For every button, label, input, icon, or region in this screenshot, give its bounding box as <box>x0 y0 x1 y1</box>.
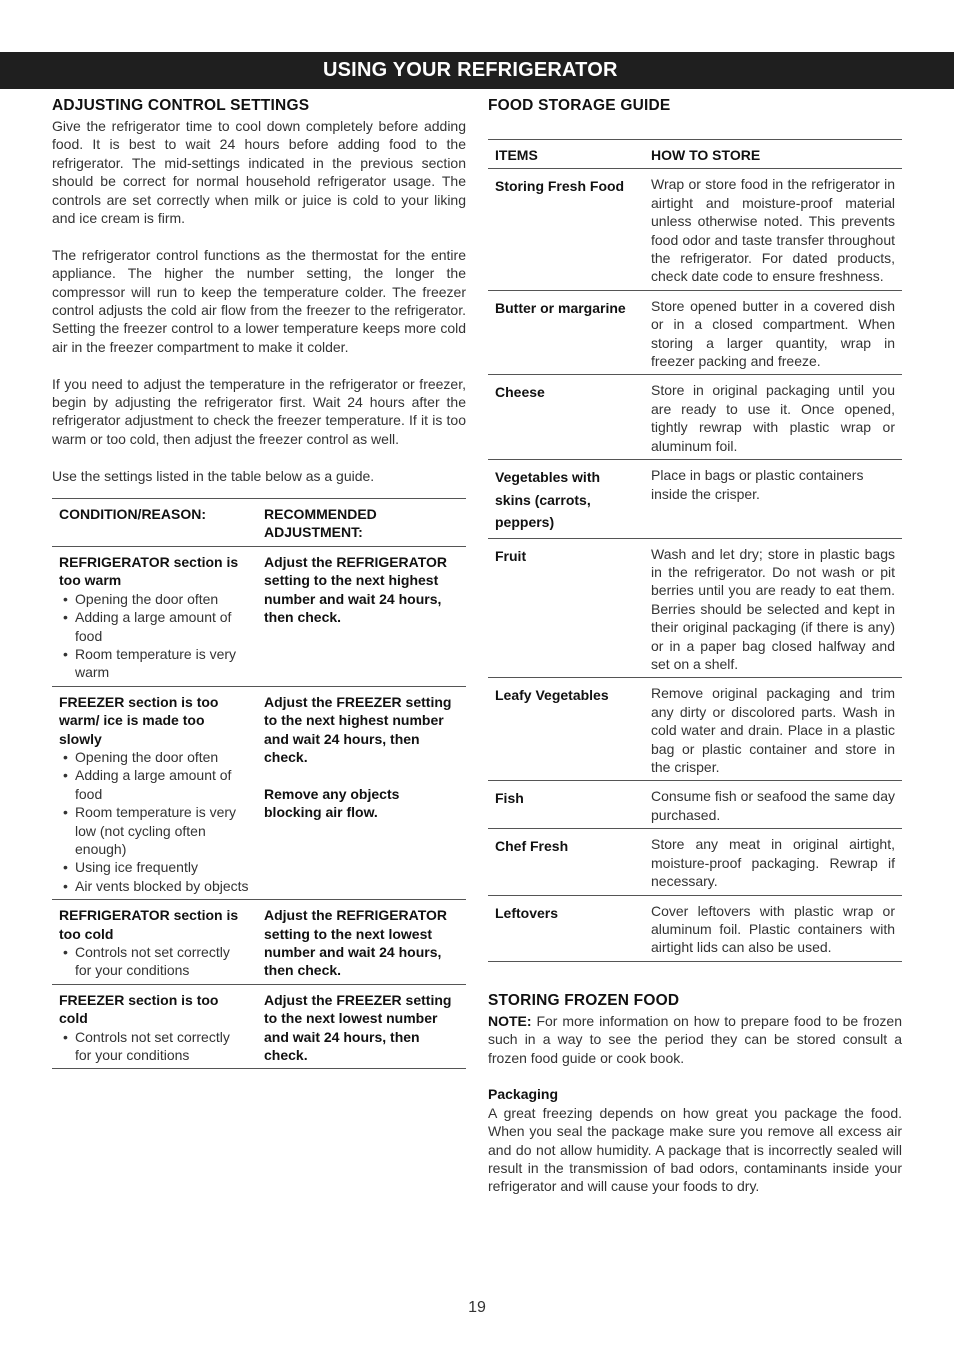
table-row <box>488 895 902 961</box>
condition-cell <box>52 546 257 686</box>
table-row <box>52 686 466 899</box>
how-cell: Place in bags or plastic containers inside the crisper. <box>644 460 902 539</box>
list-item: • Controls not set correctly for your conditions <box>59 1028 250 1065</box>
condition-title: REFRIGERATOR section is too warm <box>59 553 239 589</box>
item-cell: Butter or margarine <box>488 290 644 375</box>
reason-list <box>59 1028 250 1065</box>
list-item: • Room temperature is very warm <box>59 645 250 682</box>
table-row <box>488 538 902 678</box>
item-cell: Leafy Vegetables <box>488 678 644 781</box>
adjusting-paragraph-1: Give the refrigerator time to cool down completely before adding food. It is best to wait 24 hours before adding food to the refrigerator. The mid-settings indicated in the previous section should be correct for normal household refrigerator usage. The controls are set correctly when milk or juice is cold to your liking and ice cream is firm. <box>52 118 466 227</box>
table-row <box>488 781 902 829</box>
condition-table-header-row <box>52 499 466 547</box>
reason-list <box>59 943 250 980</box>
how-cell: Remove original packaging and trim any dirty or discolored parts. Wash in cold water and drain. Place in a plastic bag or plastic container and store in the crisper. <box>644 678 902 781</box>
condition-column-header: CONDITION/REASON: <box>52 499 257 547</box>
item-cell: Chef Fresh <box>488 829 644 895</box>
adjusting-paragraph-4: Use the settings listed in the table below as a guide. <box>52 467 375 484</box>
how-cell: Store any meat in original airtight, moisture-proof packaging. Rewrap if necessary. <box>644 829 902 895</box>
frozen-note <box>488 1012 902 1067</box>
table-row <box>488 460 902 539</box>
condition-cell <box>52 984 257 1069</box>
adjustment-text: Adjust the FREEZER setting to the next highest number and wait 24 hours, then check. <box>264 693 452 765</box>
list-item: • Controls not set correctly for your conditions <box>59 943 250 980</box>
how-cell: Cover leftovers with plastic wrap or aluminum foil. Plastic containers with airtight lids can also be used. <box>644 895 902 961</box>
food-storage-heading: FOOD STORAGE GUIDE <box>488 97 671 114</box>
item-cell: Storing Fresh Food <box>488 169 644 290</box>
table-row <box>52 900 466 985</box>
food-storage-table <box>488 139 902 962</box>
adjusting-paragraph-2: The refrigerator control functions as the thermostat for the entire appliance. The higher the number setting, the longer the compressor will run to keep the temperature colder. The freezer control adjusts the cold air flow from the freezer to the refrigerator. Setting the freezer control to a lower temperature keeps more cold air in the freezer compartment to make it colder. <box>52 246 466 355</box>
how-cell: Store opened butter in a covered dish or in a closed compartment. When storing a larger quantity, wrap in freezer packing and freeze. <box>644 290 902 375</box>
adjusting-controls-heading: ADJUSTING CONTROL SETTINGS <box>52 97 310 114</box>
item-cell: Fish <box>488 781 644 829</box>
condition-adjustment-table <box>52 498 466 1069</box>
item-cell: Vegetables with skins (carrots, peppers) <box>488 460 644 539</box>
condition-title: FREEZER section is too cold <box>59 991 219 1027</box>
list-item: • Adding a large amount of food <box>59 608 250 645</box>
frozen-food-heading: STORING FROZEN FOOD <box>488 991 680 1009</box>
table-row <box>488 678 902 781</box>
adjustment-cell: Adjust the FREEZER setting to the next lowest number and wait 24 hours, then check. <box>257 984 466 1069</box>
list-item: • Opening the door often <box>59 748 250 766</box>
how-cell: Consume fish or seafood the same day purchased. <box>644 781 902 829</box>
item-cell: Fruit <box>488 538 644 678</box>
item-cell: Cheese <box>488 375 644 460</box>
left-column <box>52 95 466 1069</box>
note-text: For more information on how to prepare food to be frozen such in a way to see the period they can be stored consult a frozen food guide or cook book. <box>488 1012 902 1066</box>
how-cell: Wash and let dry; store in plastic bags in the refrigerator. Do not wash or pit berries until you are ready to eat them. Berries should be selected and kept in their original packaging (if there is any) or in a paper bag closed halfway and set on a shelf. <box>644 538 902 678</box>
list-item: • Opening the door often <box>59 590 250 608</box>
table-row <box>52 984 466 1069</box>
adjusting-paragraph-3: If you need to adjust the temperature in the refrigerator or freezer, begin by adjusting the refrigerator first. Wait 24 hours after the refrigerator adjustment to check the freezer temperature. If it is too warm or too cold, then adjust the freezer control as well. <box>52 375 466 447</box>
page-number: 19 <box>468 1299 486 1316</box>
table-row <box>488 169 902 290</box>
adjustment-extra-text: Remove any objects blocking air flow. <box>264 785 400 821</box>
condition-title: REFRIGERATOR section is too cold <box>59 907 239 942</box>
list-item: • Using ice frequently <box>59 858 250 876</box>
how-cell: Store in original packaging until you are ready to use it. Once opened, tightly rewrap with plastic wrap or aluminum foil. <box>644 375 902 460</box>
list-item: • Air vents blocked by objects <box>59 877 250 895</box>
table-row <box>488 829 902 895</box>
condition-cell <box>52 900 257 985</box>
table-row <box>52 546 466 686</box>
reason-list <box>59 748 250 895</box>
adjustment-cell: Adjust the REFRIGERATOR setting to the next lowest number and wait 24 hours, then check. <box>257 900 466 985</box>
list-item: • Room temperature is very low (not cycling often enough) <box>59 803 250 858</box>
header-banner <box>0 52 954 89</box>
table-row <box>488 375 902 460</box>
packaging-paragraph: A great freezing depends on how great you package the food. When you seal the package make sure you remove all excess air and do not allow humidity. A package that is incorrectly sealed will result in the transmission of bad odors, contaminants inside your refrigerator and will cause your foods to dry. <box>488 1104 902 1195</box>
how-to-store-column-header: HOW TO STORE <box>644 140 902 169</box>
item-cell: Leftovers <box>488 895 644 961</box>
storage-table-header-row <box>488 140 902 169</box>
page-header-title: USING YOUR REFRIGERATOR <box>323 59 618 81</box>
adjustment-cell: Adjust the REFRIGERATOR setting to the next highest number and wait 24 hours, then check. <box>257 546 466 686</box>
how-cell: Wrap or store food in the refrigerator in airtight and moisture-proof material unless otherwise noted. This prevents food odor and taste transfer throughout the refrigerator. For dated products, check date code to ensure freshness. <box>644 169 902 290</box>
adjustment-column-header: RECOMMENDED ADJUSTMENT: <box>257 499 466 547</box>
condition-title: FREEZER section is too warm/ ice is made too slowly <box>59 693 219 747</box>
adjustment-cell <box>257 686 466 899</box>
table-row <box>488 290 902 375</box>
right-column <box>488 95 902 1214</box>
reason-list <box>59 590 250 682</box>
list-item: • Adding a large amount of food <box>59 766 250 803</box>
condition-cell <box>52 686 257 899</box>
note-label: NOTE: <box>488 1012 532 1029</box>
items-column-header: ITEMS <box>488 140 644 169</box>
packaging-heading: Packaging <box>488 1086 559 1103</box>
